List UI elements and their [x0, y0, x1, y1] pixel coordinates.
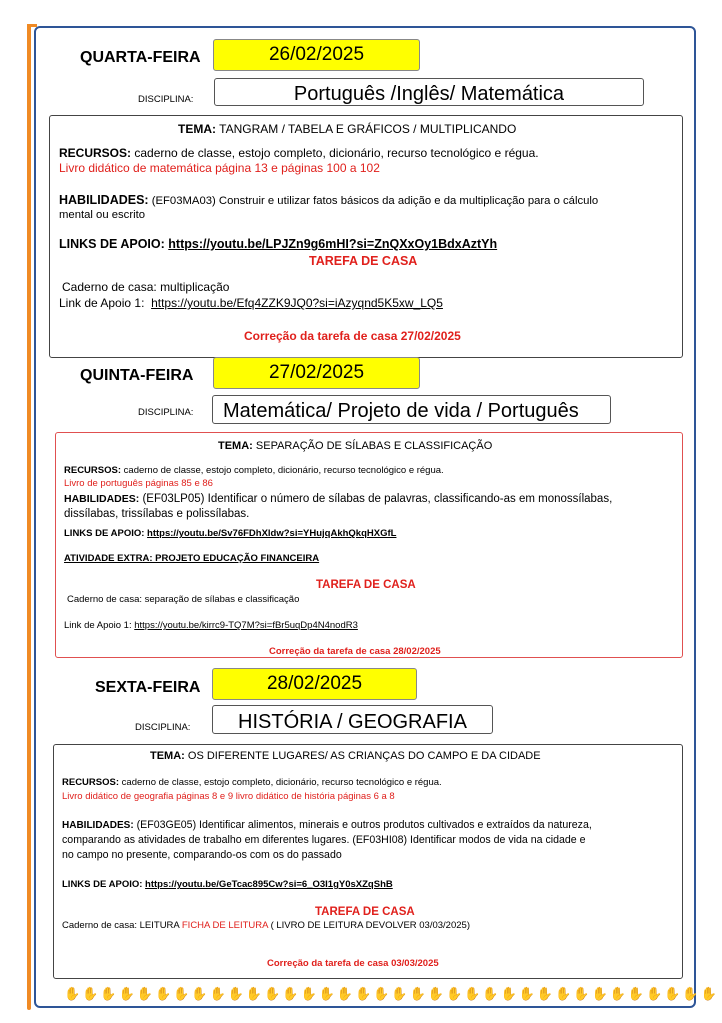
- recursos-line: RECURSOS: caderno de classe, estojo completo, dicionário, recurso tecnológico e régua.: [62, 777, 442, 788]
- tema-line: TEMA: OS DIFERENTE LUGARES/ AS CRIANÇAS DO CAMPO E DA CIDADE: [150, 750, 541, 762]
- lesson-card-wednesday: [49, 115, 683, 358]
- hand-icon: ✋: [118, 986, 135, 1001]
- tarefa-heading: TAREFA DE CASA: [316, 579, 416, 591]
- habilidades-line: HABILIDADES: (EF03MA03) Construir e utilizar fatos básicos da adição e da multiplicação para o cálculo: [59, 193, 599, 207]
- hands-border-decoration: [64, 985, 717, 1005]
- hand-icon: ✋: [264, 986, 281, 1001]
- hand-icon: ✋: [209, 986, 226, 1001]
- hand-icon: ✋: [555, 986, 572, 1001]
- hand-icon: ✋: [318, 986, 335, 1001]
- support-link[interactable]: https://youtu.be/Sv76FDhXldw?si=YHujqAkhQkqHXGfL: [147, 528, 397, 539]
- hand-icon: ✋: [64, 986, 81, 1001]
- hand-icon: ✋: [173, 986, 190, 1001]
- hand-icon: ✋: [82, 986, 99, 1001]
- support-link[interactable]: https://youtu.be/LPJZn9g6mHI?si=ZnQXxOy1BdxAztYh: [168, 237, 498, 251]
- hand-icon: ✋: [391, 986, 408, 1001]
- disciplina-box-wednesday: Português /Inglês/ Matemática: [214, 78, 644, 106]
- hand-icon: ✋: [536, 986, 554, 1001]
- lesson-card-thursday: [55, 432, 683, 658]
- hand-icon: ✋: [627, 986, 644, 1001]
- hand-icon: ✋: [445, 986, 463, 1001]
- correcao-line: Correção da tarefa de casa 28/02/2025: [269, 646, 441, 657]
- correcao-line: Correção da tarefa de casa 27/02/2025: [244, 329, 461, 343]
- hand-icon: ✋: [355, 986, 372, 1001]
- hand-icon: ✋: [336, 986, 353, 1001]
- tema-line: TEMA: TANGRAM / TABELA E GRÁFICOS / MULTIPLICANDO: [178, 122, 517, 136]
- hand-icon: ✋: [700, 986, 717, 1001]
- habilidades-line-2: comparando as atividades de trabalho em diferentes lugares. (EF03HI08) Identificar modos de vida na cidade e: [62, 834, 586, 846]
- apoio-link[interactable]: https://youtu.be/Efq4ZZK9JQ0?si=iAzyqnd5K5xw_LQ5: [151, 296, 443, 310]
- date-box-friday: 28/02/2025: [212, 668, 417, 700]
- disciplina-box-friday: HISTÓRIA / GEOGRAFIA: [212, 705, 493, 734]
- hand-icon: ✋: [500, 986, 517, 1001]
- hand-icon: ✋: [245, 986, 263, 1001]
- disciplina-label: DISCIPLINA:: [135, 722, 191, 733]
- correcao-line: Correção da tarefa de casa 03/03/2025: [267, 958, 439, 969]
- habilidades-line-2: mental ou escrito: [59, 209, 146, 221]
- hand-icon: ✋: [427, 986, 444, 1001]
- hand-icon: ✋: [682, 986, 699, 1001]
- tarefa-heading: TAREFA DE CASA: [309, 254, 418, 268]
- disciplina-label: DISCIPLINA:: [138, 94, 194, 105]
- support-link[interactable]: https://youtu.be/GeTcac895Cw?si=6_O3I1gY0sXZqShB: [145, 879, 393, 890]
- recursos-book: Livro de português páginas 85 e 86: [64, 478, 213, 489]
- lesson-card-friday: [53, 744, 683, 979]
- links-line: LINKS DE APOIO: https://youtu.be/GeTcac895Cw?si=6_O3I1gY0sXZqShB: [62, 879, 393, 890]
- disciplina-label: DISCIPLINA:: [138, 407, 194, 418]
- hand-icon: ✋: [664, 986, 681, 1001]
- hand-icon: ✋: [482, 986, 499, 1001]
- caderno-line: Caderno de casa: LEITURA FICHA DE LEITURA ( LIVRO DE LEITURA DEVOLVER 03/03/2025): [62, 920, 470, 931]
- hand-icon: ✋: [464, 986, 481, 1001]
- links-line: LINKS DE APOIO: https://youtu.be/Sv76FDhXldw?si=YHujqAkhQkqHXGfL: [64, 528, 397, 539]
- hand-icon: ✋: [373, 986, 390, 1001]
- recursos-line: RECURSOS: caderno de classe, estojo completo, dicionário, recurso tecnológico e régua.: [64, 465, 444, 476]
- hand-icon: ✋: [573, 986, 590, 1001]
- apoio-line: Link de Apoio 1: https://youtu.be/kirrc9-TQ7M?si=fBr5uqDp4N4nodR3: [64, 620, 358, 631]
- disciplina-box-thursday: Matemática/ Projeto de vida / Português: [212, 395, 611, 424]
- day-title-thursday: QUINTA-FEIRA: [80, 367, 194, 384]
- habilidades-line: HABILIDADES: (EF03GE05) Identificar alimentos, minerais e outros produtos cultivados e extraídos da natureza,: [62, 819, 592, 831]
- date-box-thursday: 27/02/2025: [213, 357, 420, 389]
- apoio-line: Link de Apoio 1: https://youtu.be/Efq4ZZK9JQ0?si=iAzyqnd5K5xw_LQ5: [59, 296, 443, 310]
- day-title-wednesday: QUARTA-FEIRA: [80, 49, 201, 66]
- hand-icon: ✋: [409, 986, 426, 1001]
- atividade-extra: ATIVIDADE EXTRA: PROJETO EDUCAÇÃO FINANCEIRA: [64, 553, 320, 564]
- habilidades-line-2: dissílabas, trissílabas e polissílabas.: [64, 508, 250, 520]
- recursos-line: RECURSOS: caderno de classe, estojo completo, dicionário, recurso tecnológico e régua.: [59, 146, 539, 160]
- hand-icon: ✋: [136, 986, 153, 1001]
- orange-frame-line: [27, 24, 31, 1010]
- recursos-book: Livro didático de matemática página 13 e páginas 100 a 102: [59, 161, 380, 175]
- day-title-friday: SEXTA-FEIRA: [95, 679, 201, 696]
- date-box-wednesday: 26/02/2025: [213, 39, 420, 71]
- hand-icon: ✋: [646, 986, 663, 1001]
- hand-icon: ✋: [518, 986, 535, 1001]
- hand-icon: ✋: [591, 986, 608, 1001]
- hand-icon: ✋: [609, 986, 626, 1001]
- hand-icon: ✋: [300, 986, 317, 1001]
- hand-icon: ✋: [227, 986, 244, 1001]
- tarefa-heading: TAREFA DE CASA: [315, 906, 415, 918]
- tema-line: TEMA: SEPARAÇÃO DE SÍLABAS E CLASSIFICAÇÃO: [218, 440, 493, 452]
- hand-icon: ✋: [282, 986, 299, 1001]
- hand-icon: ✋: [100, 986, 117, 1001]
- recursos-book: Livro didático de geografia páginas 8 e 9 livro didático de história páginas 6 a 8: [62, 791, 395, 802]
- caderno-line: Caderno de casa: multiplicação: [62, 280, 230, 294]
- caderno-line: Caderno de casa: separação de sílabas e classificação: [67, 594, 300, 605]
- apoio-link[interactable]: https://youtu.be/kirrc9-TQ7M?si=fBr5uqDp4N4nodR3: [134, 620, 358, 631]
- habilidades-line-3: no campo no presente, comparando-os com os do passado: [62, 849, 342, 861]
- hand-icon: ✋: [154, 986, 172, 1001]
- habilidades-line: HABILIDADES: (EF03LP05) Identificar o número de sílabas de palavras, classificando-as em monossílabas,: [64, 493, 613, 505]
- hand-icon: ✋: [191, 986, 208, 1001]
- links-line: LINKS DE APOIO: https://youtu.be/LPJZn9g6mHI?si=ZnQXxOy1BdxAztYh: [59, 237, 498, 251]
